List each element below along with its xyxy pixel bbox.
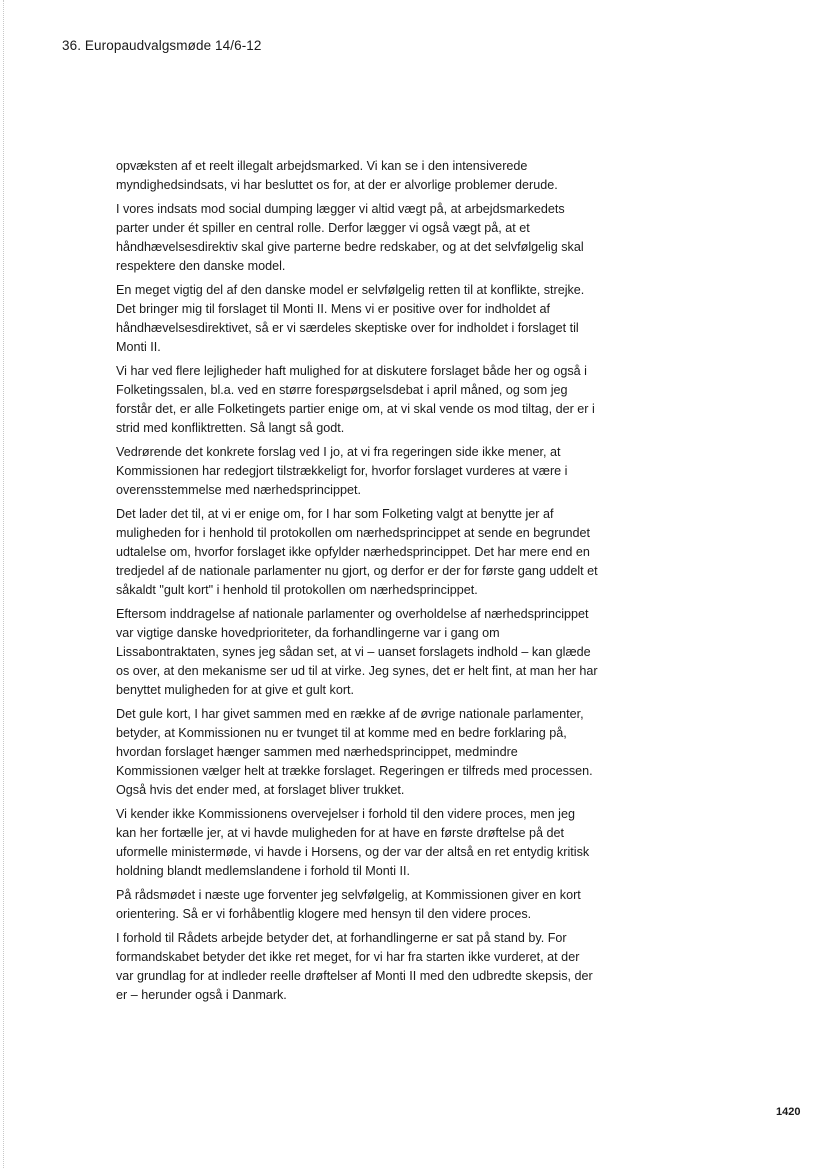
- paragraph-2: I vores indsats mod social dumping lægger vi altid vægt på, at arbejdsmarkedets parter under ét spiller en central rolle. Derfor lægger vi også vægt på, at et håndhævelsesdirektiv skal give parterne bedre redskaber, og at det selvfølgelig skal respektere den danske model.: [116, 202, 584, 273]
- paragraph-8: Det gule kort, I har givet sammen med en række af de øvrige nationale parlamenter, betyder, at Kommissionen nu er tvunget til at komme med en bedre forklaring på, hvordan forslaget hænger sammen med nærhedsprincippet, medmindre Kommissionen vælger helt at trække forslaget. Regeringen er tilfreds med processen. Også hvis det ender med, at forslaget bliver trukket.: [116, 707, 593, 797]
- page-header: 36. Europaudvalgsmøde 14/6-12: [62, 38, 262, 53]
- paragraph-9: Vi kender ikke Kommissionens overvejelser i forhold til den videre proces, men jeg kan her fortælle jer, at vi havde muligheden for at have en første drøftelse på det uformelle ministermøde, vi havde i Horsens, og der var der altså en ret entydig kritisk holdning blandt medlemslandene i forhold til Monti II.: [116, 807, 590, 878]
- paragraph-3: En meget vigtig del af den danske model er selvfølgelig retten til at konflikte, strejke. Det bringer mig til forslaget til Monti II. Mens vi er positive over for indholdet af håndhævelsesdirektivet, så er vi særdeles skeptiske over for indholdet i forslaget til Monti II.: [116, 283, 585, 354]
- paragraph-11: I forhold til Rådets arbejde betyder det, at forhandlingerne er sat på stand by. For formandskabet betyder det ikke ret meget, for vi har fra starten ikke vurderet, at der var grundlag for at indleder reelle drøftelser af Monti II med den udbredte skepsis, der er – herunder også i Danmark.: [116, 931, 593, 1002]
- paragraph-7: Eftersom inddragelse af nationale parlamenter og overholdelse af nærhedsprincippet var vigtige danske hovedprioriteter, da forhandlingerne var i gang om Lissabontraktaten, synes jeg sådan set, at vi – uanset forslagets indhold – kan glæde os over, at den mekanisme ser ud til at virke. Jeg synes, det er helt fint, at man her har benyttet muligheden for at give et gult kort.: [116, 607, 598, 697]
- scan-edge-line: [3, 0, 4, 1168]
- paragraph-5: Vedrørende det konkrete forslag ved I jo, at vi fra regeringen side ikke mener, at Kommissionen har redegjort tilstrækkeligt for, hvorfor forslaget vurderes at være i overensstemmelse med nærhedsprincippet.: [116, 445, 568, 497]
- page-number: 1420: [776, 1106, 801, 1118]
- paragraph-6: Det lader det til, at vi er enige om, for I har som Folketing valgt at benytte jer af muligheden for i henhold til protokollen om nærhedsprincippet at sende en begrundet udtalelse om, hvorfor forslaget ikke opfylder nærhedsprincippet. Det har mere end en tredjedel af de nationale parlamenter nu gjort, og derfor er der for første gang uddelt et såkaldt "gult kort" i henhold til protokollen om nærhedsprincippet.: [116, 507, 598, 597]
- paragraph-1: opvæksten af et reelt illegalt arbejdsmarked. Vi kan se i den intensiverede myndighedsindsats, vi har besluttet os for, at der er alvorlige problemer derude.: [116, 159, 558, 192]
- paragraph-10: På rådsmødet i næste uge forventer jeg selvfølgelig, at Kommissionen giver en kort orientering. Så er vi forhåbentlig klogere med hensyn til den videre proces.: [116, 888, 581, 921]
- paragraph-4: Vi har ved flere lejligheder haft mulighed for at diskutere forslaget både her og også i Folketingssalen, bl.a. ved en større forespørgselsdebat i april måned, og som jeg forstår det, er alle Folketingets partier enige om, at vi skal vende os mod tiltag, der er i strid med konfliktretten. Så langt så godt.: [116, 364, 595, 435]
- body-text: [116, 157, 598, 1010]
